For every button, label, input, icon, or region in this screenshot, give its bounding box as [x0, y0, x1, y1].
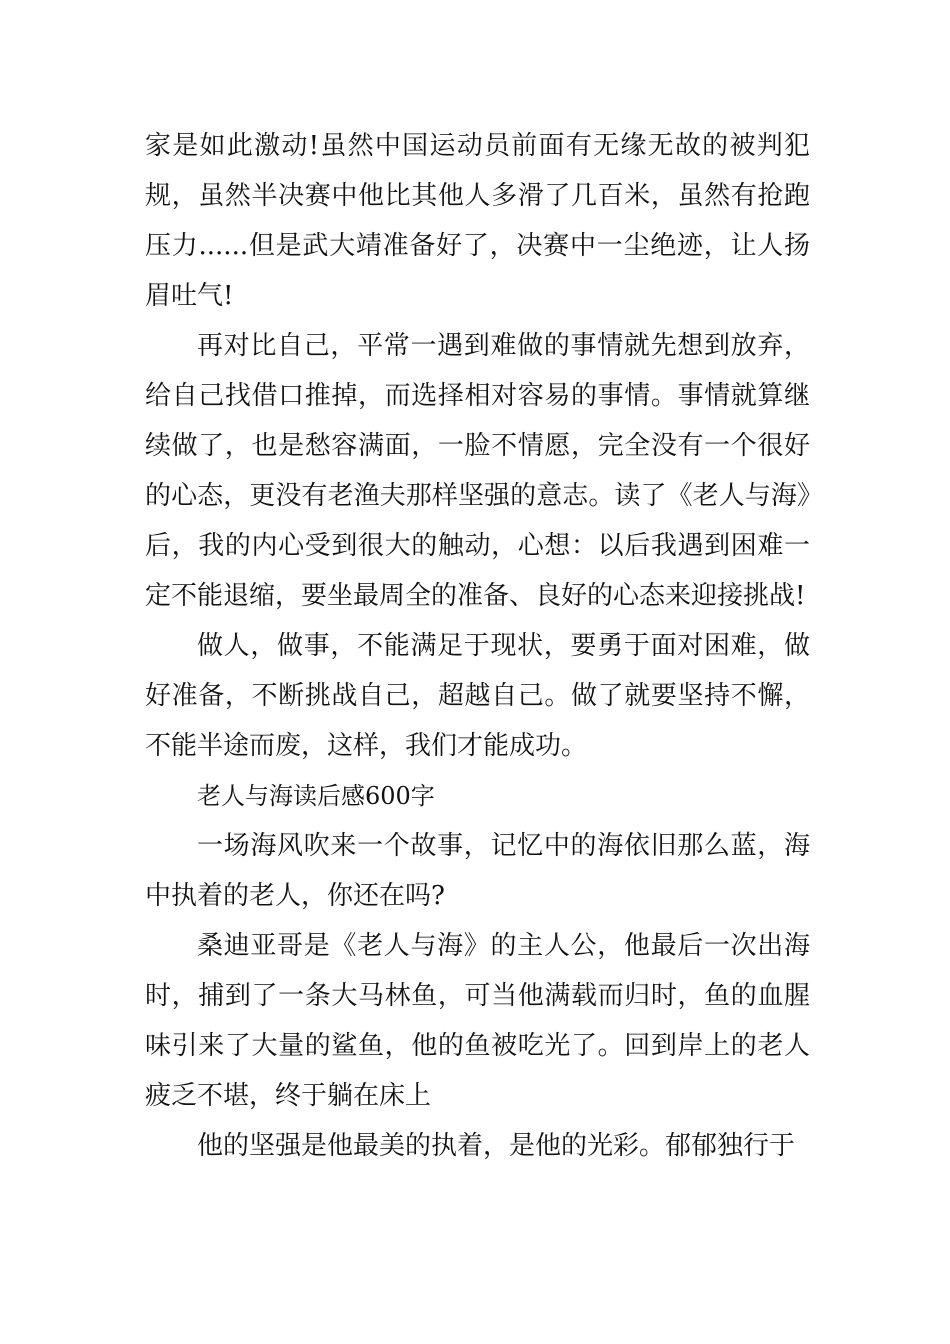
- section-heading: 老人与海读后感600字: [197, 782, 435, 810]
- paragraph-story: 桑迪亚哥是《老人与海》的主人公，他最后一次出海时，捕到了一条大马林鱼，可当他满载而归时，鱼的血腥味引来了大量的鲨鱼，他的鱼被吃光了。回到岸上的老人疲乏不堪，终于躺在床上: [145, 931, 810, 1111]
- paragraph-self-reflection: 再对比自己，平常一遇到难做的事情就先想到放弃，给自己找借口推掉，而选择相对容易的事情。事情就算继续做了，也是愁容满面，一脸不情愿，完全没有一个很好的心态，更没有老渔夫那样坚强的意志。读了《老人与海》后，我的内心受到很大的触动，心想：以后我遇到困难一定不能退缩，要坐最周全的准备、良好的心态来迎接挑战!: [145, 331, 810, 611]
- paragraph-perseverance: 他的坚强是他最美的执着，是他的光彩。郁郁独行于: [197, 1131, 796, 1161]
- paragraph-intro: 一场海风吹来一个故事，记忆中的海依旧那么蓝，海中执着的老人，你还在吗?: [145, 831, 810, 911]
- body-text: [145, 121, 810, 1171]
- paragraph-conclusion: 做人，做事，不能满足于现状，要勇于面对困难，做好准备，不断挑战自己，超越自己。做了就要坚持不懈，不能半途而废，这样，我们才能成功。: [145, 631, 810, 761]
- paragraph-continuation: 家是如此激动!虽然中国运动员前面有无缘无故的被判犯规，虽然半决赛中他比其他人多滑了几百米，虽然有抢跑压力......但是武大靖准备好了，决赛中一尘绝迹，让人扬眉吐气!: [145, 131, 810, 311]
